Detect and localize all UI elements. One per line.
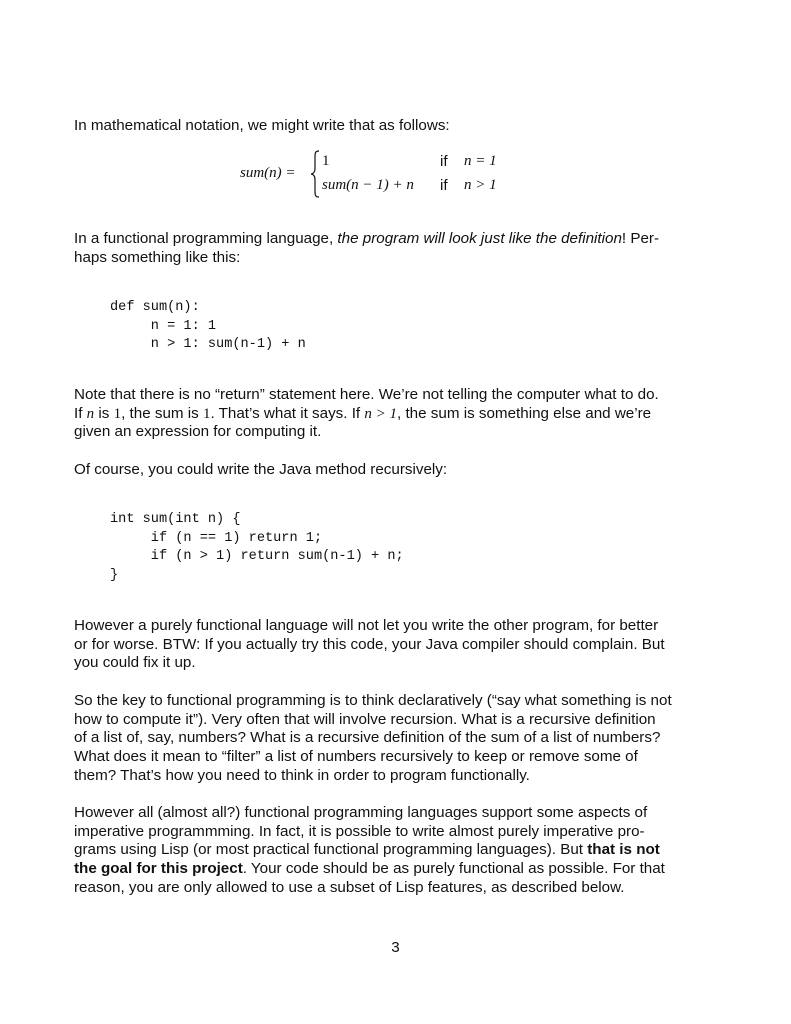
page-number: 3 [391, 939, 400, 956]
note-line-2 [74, 405, 670, 424]
note-paragraph [74, 386, 670, 442]
intro-text: In mathematical notation, we might write that as follows: [74, 117, 450, 134]
key-line: So the key to functional programming is to think declaratively (“say what something is not [74, 692, 672, 709]
code-line: def sum(n): [110, 300, 200, 315]
math-n: n [86, 405, 95, 422]
imperative-paragraph [74, 804, 670, 898]
functional-line-2: haps something like this: [74, 248, 241, 266]
note-line-1: Note that there is no “return” statement here. We’re not telling the computer what to do. [74, 386, 659, 403]
functional-italic: the program will look just like the definition [337, 230, 622, 247]
however-line: However a purely functional language will not let you write the other program, for better [74, 617, 659, 634]
functional-paragraph [74, 230, 670, 267]
functional-post: ! Per- [621, 230, 660, 247]
imperative-line-4 [74, 860, 670, 879]
math-one: 1 [113, 405, 122, 422]
code-block-functional [110, 299, 306, 355]
imperative-text: grams using Lisp (or most practical functional programming languages). But [74, 841, 588, 859]
imperative-bold: the goal for this project [74, 860, 243, 878]
case1-condition: n = 1 [464, 153, 497, 169]
key-line: them? That’s how you need to think in order to program functionally. [74, 766, 530, 784]
key-line: What does it mean to “filter” a list of numbers recursively to keep or remove some of [74, 748, 638, 766]
code-line: if (n > 1) return sum(n-1) + n; [110, 549, 404, 565]
math-condition: n > 1 [364, 405, 398, 422]
intro-paragraph [74, 117, 670, 136]
sum-equation [240, 150, 520, 200]
brace-icon [310, 150, 320, 198]
note-text: If [74, 404, 87, 422]
case1-if: if [440, 153, 448, 170]
imperative-line-2: imperative programmming. In fact, it is possible to write almost purely imperative pro- [74, 822, 645, 840]
case2-value: sum(n − 1) + n [322, 177, 414, 193]
functional-line-1 [74, 230, 670, 249]
code-line: n > 1: sum(n-1) + n [110, 337, 306, 353]
code-line: int sum(int n) { [110, 512, 241, 527]
note-text: , the sum is [121, 404, 203, 422]
however-line: you could fix it up. [74, 654, 196, 672]
code-line: if (n == 1) return 1; [110, 530, 323, 546]
java-paragraph [74, 461, 670, 480]
code-line: n = 1: 1 [110, 318, 217, 334]
note-line-3: given an expression for computing it. [74, 423, 322, 441]
imperative-text: . Your code should be as purely functional as possible. For that [242, 860, 665, 878]
imperative-line-5: reason, you are only allowed to use a subset of Lisp features, as described below. [74, 878, 625, 896]
note-text: is [94, 404, 114, 422]
imperative-line-1: However all (almost all?) functional programming languages support some aspects of [74, 804, 648, 821]
math-one: 1 [202, 405, 211, 422]
however-line: or for worse. BTW: If you actually try this code, your Java compiler should complain. But [74, 635, 665, 653]
case2-if: if [440, 177, 448, 194]
key-line: of a list of, say, numbers? What is a recursive definition of the sum of a list of numbers? [74, 729, 661, 747]
functional-pre: In a functional programming language, [74, 230, 338, 247]
note-text: , the sum is something else and we’re [397, 404, 652, 422]
code-line: } [110, 568, 119, 584]
imperative-line-3 [74, 841, 670, 860]
equation-lhs: sum(n) = [240, 165, 296, 181]
key-line: how to compute it”). Very often that will involve recursion. What is a recursive definition [74, 710, 656, 728]
case2-condition: n > 1 [464, 177, 497, 193]
case1-value: 1 [322, 153, 330, 169]
java-text: Of course, you could write the Java method recursively: [74, 461, 448, 478]
however-paragraph [74, 617, 670, 673]
key-paragraph [74, 692, 670, 786]
note-text: . That’s what it says. If [210, 404, 365, 422]
code-block-java [110, 511, 404, 586]
imperative-bold: that is not [587, 841, 660, 859]
